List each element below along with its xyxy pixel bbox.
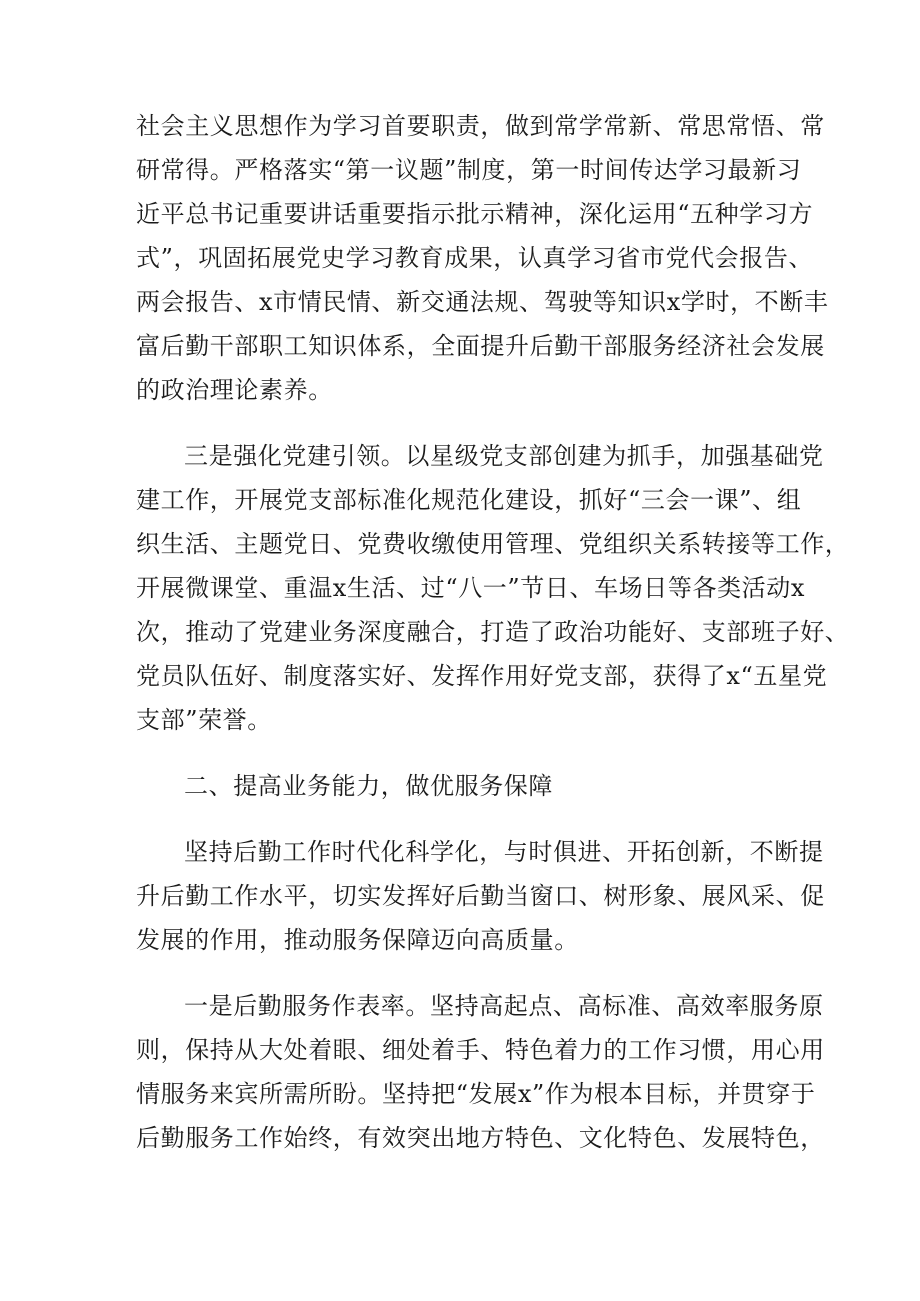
paragraph-gap <box>136 412 796 434</box>
text-line: 升后勤工作水平，切实发挥好后勤当窗口、树形象、展风采、促 <box>136 882 825 910</box>
text-line: 则，保持从大处着眼、细处着手、特色着力的工作习惯，用心用 <box>136 1036 825 1064</box>
document-body <box>136 104 850 1160</box>
text-line: 一是后勤服务作表率。坚持高起点、高标准、高效率服务原 <box>184 992 824 1020</box>
text-line: 发展的作用，推动服务保障迈向高质量。 <box>136 926 579 954</box>
text-line: 式”，巩固拓展党史学习教育成果，认真学习省市党代会报告、 <box>136 244 814 272</box>
text-line: 近平总书记重要讲话重要指示批示精神，深化运用“五种学习方 <box>136 200 814 228</box>
text-line: 后勤服务工作始终，有效突出地方特色、文化特色、发展特色， <box>136 1124 825 1152</box>
paragraph-2 <box>136 434 850 742</box>
text-line: 研常得。严格落实“第一议题”制度，第一时间传达学习最新习 <box>136 156 802 184</box>
text-line: 社会主义思想作为学习首要职责，做到常学常新、常思常悟、常 <box>136 112 825 140</box>
text-line: 建工作，开展党支部标准化规范化建设，抓好“三会一课”、组 <box>136 486 802 514</box>
text-line: 支部”荣誉。 <box>136 706 272 734</box>
text-line: 三是强化党建引领。以星级党支部创建为抓手，加强基础党 <box>184 442 824 470</box>
text-line: 坚持后勤工作时代化科学化，与时俱进、开拓创新，不断提 <box>184 838 824 866</box>
text-line: 党员队伍好、制度落实好、发挥作用好党支部，获得了x“五星党 <box>136 662 828 690</box>
paragraph-gap <box>136 742 796 764</box>
text-line: 富后勤干部职工知识体系，全面提升后勤干部服务经济社会发展 <box>136 332 825 360</box>
paragraph-3 <box>136 830 825 962</box>
paragraph-4 <box>136 984 825 1160</box>
paragraph-gap <box>136 962 796 984</box>
text-line: 的政治理论素养。 <box>136 376 333 404</box>
section-heading <box>136 764 796 808</box>
text-line: 开展微课堂、重温x生活、过“八一”节日、车场日等各类活动x <box>136 574 806 602</box>
text-line: 次，推动了党建业务深度融合，打造了政治功能好、支部班子好、 <box>136 618 850 646</box>
text-line: 情服务来宾所需所盼。坚持把“发展x”作为根本目标，并贯穿于 <box>136 1080 816 1108</box>
paragraph-1 <box>136 104 829 412</box>
text-line: 织生活、主题党日、党费收缴使用管理、党组织关系转接等工作， <box>136 530 850 558</box>
section-heading-text: 二、提高业务能力，做优服务保障 <box>184 772 553 800</box>
paragraph-gap <box>136 808 796 830</box>
text-line: 两会报告、x市情民情、新交通法规、驾驶等知识x学时，不断丰 <box>136 288 829 316</box>
